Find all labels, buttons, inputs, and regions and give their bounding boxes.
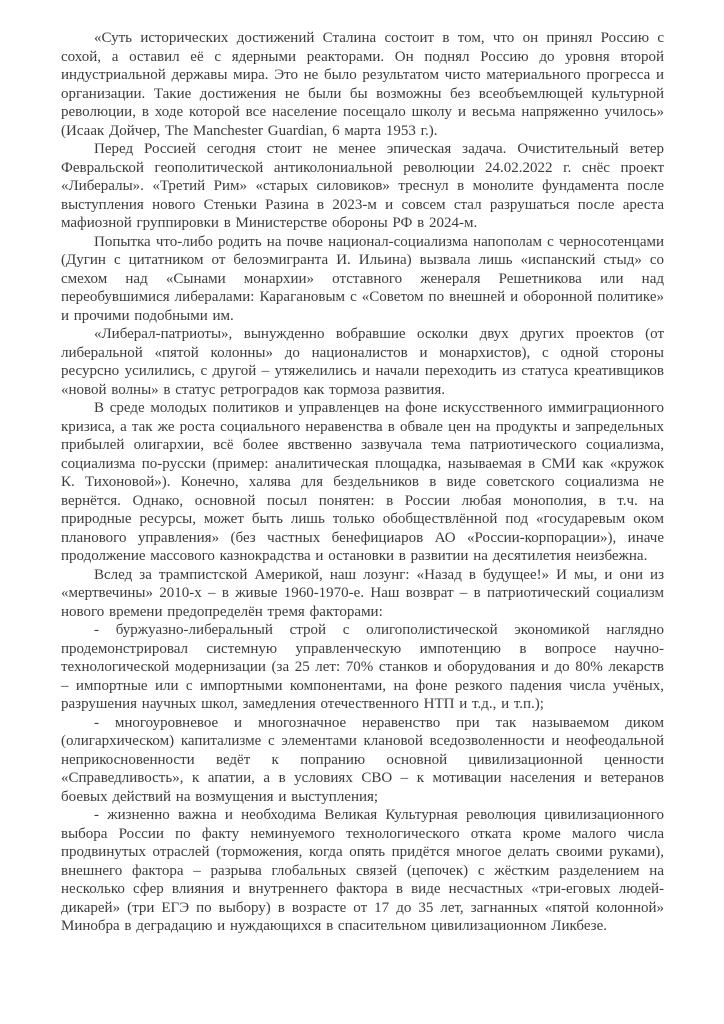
document-body	[61, 29, 664, 936]
paragraph-factor-2: - многоуровневое и многозначное неравенство при так называемом диком (олигархическом) капитализме с элементами клановой вседозволенности и неофеодальной неприкосновенности ведёт к попранию основной цивилизационной ценности «Справедливость», к апатии, а в условиях СВО – к мотивации населения и ветеранов боевых действий на возмущения и выступления;	[61, 714, 664, 805]
paragraph-quote-stalin: «Суть исторических достижений Сталина состоит в том, что он принял Россию с сохой, а оставил её с ядерными реакторами. Он поднял Россию до уровня второй индустриальной державы мира. Это не было результатом чисто материального прогресса и организации. Такие достижения не были бы возможны без всеобъемлющей культурной революции, в ходе которой все население посещало школу и весьма напряженно училось» (Исаак Дойчер, The Manchester Guardian, 6 марта 1953 г.).	[61, 30, 664, 139]
paragraph-factor-1: - буржуазно-либеральный строй с олигополистической экономикой наглядно продемонстрировал системную управленческую импотенцию в вопросе научно-технологической модернизации (за 25 лет: 70% станков и оборудования и до 80% лекарств – импортные или с импортными компонентами, на фоне резкого падения числа учёных, разрушения научных школ, замедления отечественного НТП и т.д., и т.п.);	[61, 622, 664, 712]
paragraph-young-politicians: В среде молодых политиков и управленцев на фоне искусственного иммиграционного кризиса, а так же роста социального неравенства в обвале цен на продукты и запредельных прибылей олигархии, всё более явственно зазвучала тема патриотического социализма, социализма по-русски (пример: аналитическая площадка, называемая в СМИ как «кружок К. Тихоновой»). Конечно, халява для бездельников в виде советского социализма не вернётся. Однако, основной посыл понятен: в России любая монополия, в т.ч. на природные ресурсы, может быть лишь только обобществлённой под «государевым оком планового управления» (без частных бенефициаров АО «России-корпорации»), иначе продолжение массового казнокрадства и остановки в развитии на десятилетия неизбежна.	[61, 400, 664, 564]
paragraph-epic-task: Перед Россией сегодня стоит не менее эпическая задача. Очистительный ветер Февральской геополитической антиколониальной революции 24.02.2022 г. снёс проект «Либералы». «Третий Рим» «старых силовиков» треснул в монолите фундамента после выступления нового Стеньки Разина в 2023-м и совсем стал разрушаться после ареста мафиозной группировки в Министерстве обороны РФ в 2024-м.	[61, 141, 664, 231]
paragraph-factor-3: - жизненно важна и необходима Великая Культурная революция цивилизационного выбора России по факту неминуемого технологического отката кроме малого числа продвинутых отраслей (торможения, когда опять придётся многое делать своими руками), внешнего фактора – разрыва глобальных связей (цепочек) с жёстким разделением на несколько сфер влияния и внутреннего фактора в виде несчастных «три-еговых людей-дикарей» (три ЕГЭ по выбору) в возрасте от 17 до 35 лет, загнанных «пятой колонной» Минобра в деградацию и нуждающихся в спасительном цивилизационном Ликбезе.	[61, 807, 664, 934]
paragraph-national-socialism: Попытка что-либо родить на почве национал-социализма напополам с черносотенцами (Дугин с цитатником от белоэмигранта И. Ильина) вызвала лишь «испанский стыд» со смехом над «Сынами монархии» отставного женераля Решетникова или над переобувшимися либералами: Карагановым с «Советом по внешней и оборонной политике» и прочими подобными им.	[61, 233, 664, 324]
paragraph-liberal-patriots: «Либерал-патриоты», вынужденно вобравшие осколки двух других проектов (от либеральной «пятой колонны» до националистов и монархистов), с одной стороны ресурсно усилились, с другой – утяжелились и начали переходить из статуса креативщиков «новой волны» в статус ретроградов как тормоза развития.	[61, 326, 664, 398]
paragraph-back-to-future: Вслед за трампистской Америкой, наш лозунг: «Назад в будущее!» И мы, и они из «мертвечины» 2010-х – в живые 1960-1970-е. Наш возврат – в патриотический социализм нового времени предопределён тремя факторами:	[61, 566, 664, 620]
